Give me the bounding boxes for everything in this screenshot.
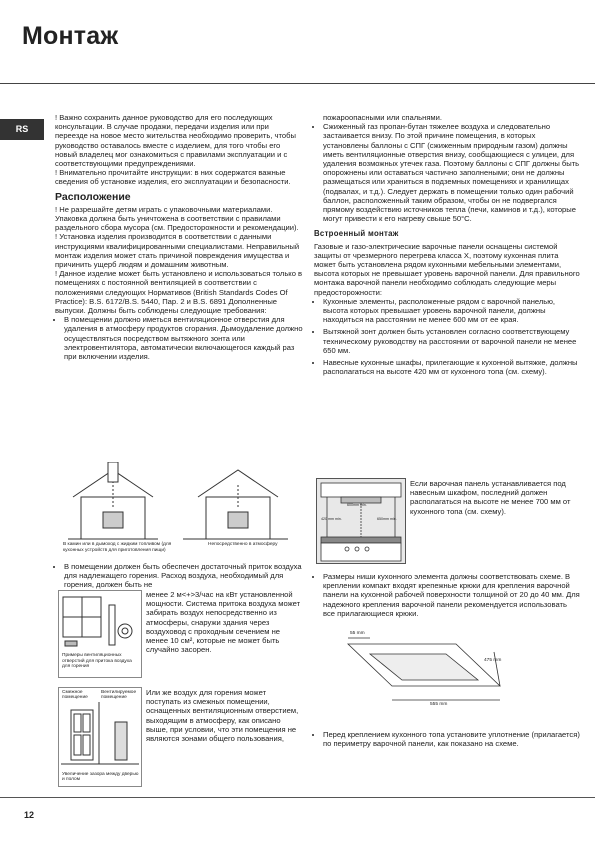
location-paragraph-1: ! Не разрешайте детям играть с упаковочными материалами. Упаковка должна быть уничтожена в соответствии с правилами раздельного сбора мусора (см. Предосторожности и рекомендации). <box>55 204 299 233</box>
adjacent-room-text <box>146 688 302 743</box>
air-intake-text-cont <box>146 590 302 654</box>
list-item: • Размеры ниши кухонного элемента должны соответствовать схеме. В креплении компакт входят крепежные крюки для крепления варочной панели на кухонной рабочей поверхности толщиной от 20 до 40 мм. Для надежного крепления варочной панели рекомендуется использовать все прилагающиеся крюки. <box>323 572 580 618</box>
list-item: • Сжиженный газ пропан-бутан тяжелее воздуха и следовательно застаивается внизу. По этой причине помещения, в которых установлены баллоны с СПГ (сжиженным природным газом) должны иметь вентиляционные отверстия внизу, сообщающиеся с улицеи, для удаления возможных утечек газа. Поэтому баллоны с СПГ должны быть опорожнены или оставаться частично заполнеными; они не должны размещаться или храниться в подземных помещениях и хранилищах (подвалах, и т.д.). Следует держать в помещении только один рабочий баллон, расположенный таким образом, чтобы он не подвергался прямому воздействию источников тепла (печи, каминов и т.д.), которые могут привести к его нагреву свыше 50°С. <box>323 122 580 223</box>
ventilation-list <box>55 315 303 361</box>
dim-650: 650mm min. <box>377 517 397 521</box>
list-item: • Навесные кухонные шкафы, прилегающие к кухонной вытяжке, должны располагаться на высоте 420 мм от кухонного топа (см. схему). <box>323 358 580 376</box>
seal-text <box>314 730 580 751</box>
location-paragraph-3: ! Данное изделие может быть установлено и использоваться только в помещениях с постоянной вентиляцией в соответствии с положениями следующих Нормативов (British Standards Codes Of Practice): B.S. 6172/B.S. 5440, Пар. 2 и B.S. 6891 Дополненные выпуски. Должны быть соблюдены следующие требования: <box>55 269 303 316</box>
houses-illustration <box>63 462 293 542</box>
niche-text <box>314 572 580 621</box>
dim-600: 600mm min. <box>347 503 367 507</box>
adjacent-room-label: Смежное помещение <box>62 690 88 701</box>
dim-420: 420 mm min. <box>321 517 342 521</box>
air-intake-paragraph: менее 2 м<+>3/час на кВт установленной мощности. Система притока воздуха может забирать воздух непосредственно из атмосферы, снаружи здания через воздуховод с проходным сечением не менее 10 см², которые не может быть случайно засорен. <box>146 590 301 655</box>
location-paragraph-2: ! Установка изделия производится в соответствии с данными инструкциями квалифицированными специалистами. Неправильный монтаж изделия может стать причиной повреждения имущества и причинить ущерб людям и домашним животным. <box>55 232 300 270</box>
builtin-paragraph: Газовые и газо-электрические варочные панели оснащены системой защиты от чрезмерного перегрева класса X, поэтому кухонная плита может быть установлена рядом кухонными мебельными элементами, высота которых не превышает уровень варочной панели. Для правильного монтажа варочной панели необходимо соблюдать следующие меры предосторожности: <box>314 241 580 297</box>
window-vents-figure <box>58 590 142 678</box>
section-heading-builtin: Встроенный монтаж <box>314 229 399 239</box>
side-note-paragraph: Если варочная панель устанавливается под навесным шкафом, последний должен располагаться на высоте не менее 700 мм от кухонного топа (см. схему). <box>410 479 571 516</box>
adjacent-room-figure <box>58 687 142 787</box>
list-item: • Вытяжной зонт должен быть установлен согласно соответствующему техническому руководству на расстоянии от варочной панели не менее 650 мм. <box>323 327 580 355</box>
door-gap-caption: Увеличение зазора между дверью и полом <box>62 772 139 783</box>
continued-text: пожароопасными или спальнями. <box>323 113 443 122</box>
gas-list <box>314 122 580 223</box>
niche-illustration <box>330 630 510 712</box>
list-item: • В помещении должно иметься вентиляционное отверстия для удаления в атмосферу продуктов сгорания. Дымоудаление должно осуществляться посредством вытяжного зонта или электровентилятора, автоматически включающегося каждый раз при включении изделия. <box>64 315 303 361</box>
dim-555: 555 mm <box>430 702 448 707</box>
list-item: • Перед креплением кухонного топа установите уплотнение (прилагается) по периметру варочной панели, как показано на схеме. <box>323 730 580 748</box>
list-item: • В помещении должен быть обеспечен достаточный приток воздуха для надлежащего горения. Расход воздуха, необходимый для горения, должен быть не <box>64 562 303 590</box>
intro-paragraph-2: ! Внимательно прочитайте инструкции: в них содержатся важные сведения об установке изделия, его эксплуатации и безопасности. <box>55 168 291 187</box>
houses-caption-b: Непосредственно в атмосферу <box>208 542 278 547</box>
door-illustration <box>59 702 141 766</box>
clearance-diagram <box>316 478 406 564</box>
adjacent-room-paragraph: Или же воздух для горения может поступать из смежных помещении, оснащенных вентиляционным отверстием, выходящим в атмосферу, как описано выше, при условии, что эти помещения не являются зонами общего пользования, <box>146 688 299 744</box>
page-number: 12 <box>24 810 35 820</box>
window-illustration <box>59 591 141 653</box>
right-column <box>314 113 580 379</box>
dim-475: 475 mm <box>484 658 502 663</box>
niche-diagram <box>330 630 510 712</box>
section-heading-location: Расположение <box>55 190 131 203</box>
language-badge: RS <box>0 119 44 140</box>
side-note <box>410 479 580 516</box>
ventilated-room-label: Вентилируемое помещение <box>101 690 137 701</box>
air-intake-text <box>55 562 303 593</box>
list-item: • Кухонные элементы, расположенные рядом с варочной панелью, высота которых превышает уровень варочной панели, должны находиться на расстоянии не менее 600 мм от ее края. <box>323 297 580 325</box>
window-vents-caption: Примеры вентиляционных отверстий для притока воздуха для горения <box>62 653 132 670</box>
houses-caption-a: В камин или в дымоход с жидким топливом (для кухонных устройств для приготовления пищи) <box>63 542 172 553</box>
builtin-list <box>314 297 580 377</box>
title-rule <box>0 83 595 84</box>
left-column <box>55 113 303 364</box>
clearance-illustration <box>317 479 405 563</box>
page-title: Монтаж <box>22 22 119 50</box>
intro-paragraph-1: ! Важно сохранить данное руководство для его последующих консультации. В случае продажи, передачи изделия или при переезде на новое место жительства необходимо проверить, чтобы руководство оставалось вместе с изделием, для того чтобы его новый владелец мог ознакомиться с правилами эксплуатации и с соответствующими предупреждениями. <box>55 113 296 169</box>
dim-55: 55 mm <box>350 631 365 636</box>
footer-rule <box>0 797 595 798</box>
ventilation-figure-houses <box>63 462 293 554</box>
